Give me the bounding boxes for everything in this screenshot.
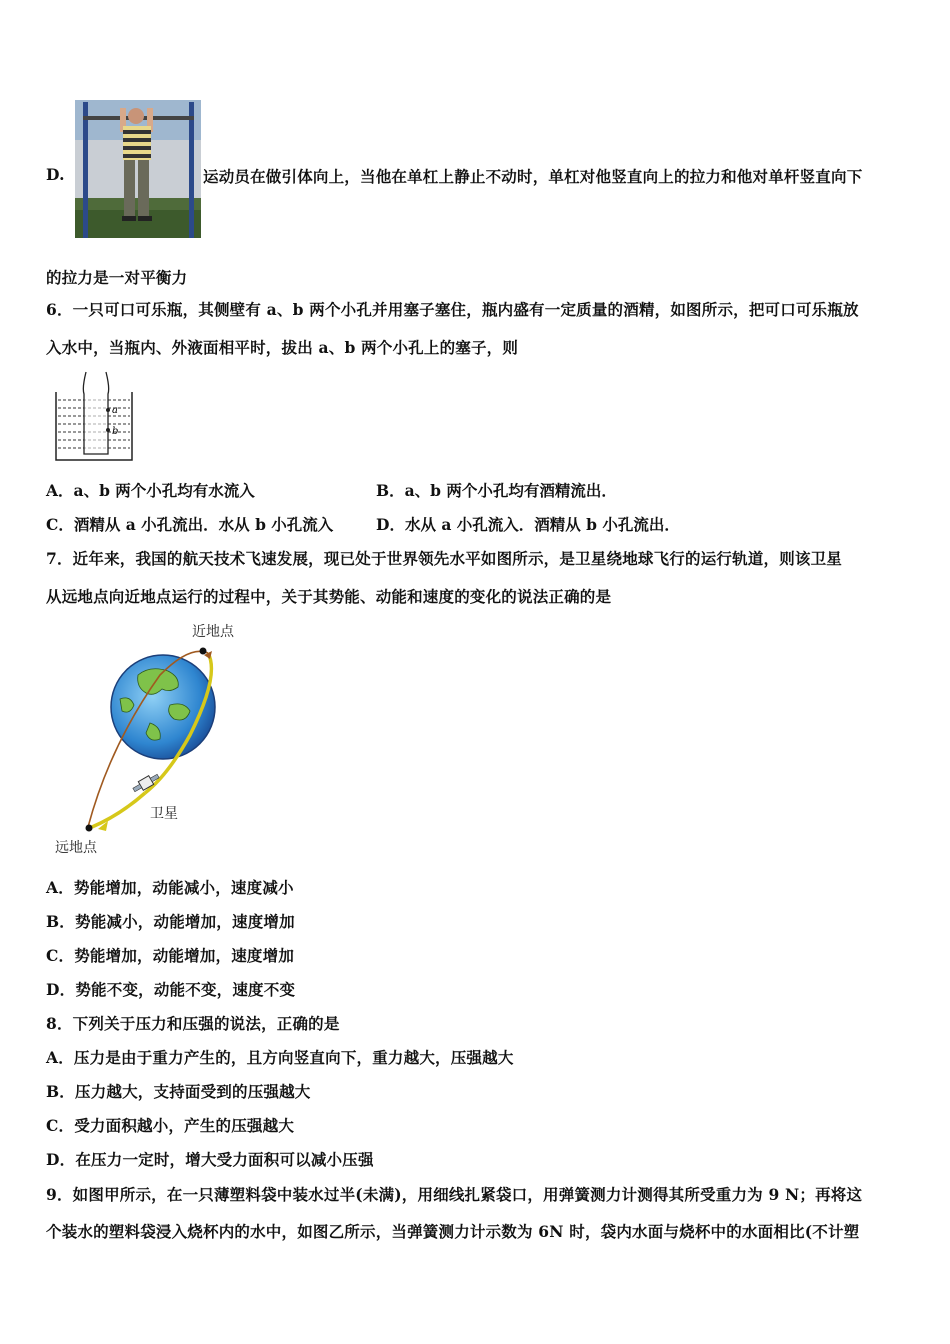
hole-b-label: b — [112, 426, 119, 437]
q6-option-a[interactable]: A．a、b 两个小孔均有水流入 — [46, 481, 255, 500]
q7-option-c[interactable]: C．势能增加，动能增加，速度增加 — [46, 946, 295, 965]
q8-option-d[interactable]: D．在压力一定时，增大受力面积可以减小压强 — [46, 1150, 374, 1169]
q8-option-b[interactable]: B．压力越大，支持面受到的压强越大 — [46, 1082, 311, 1101]
perigee-label: 近地点 — [192, 624, 234, 640]
q7-option-a[interactable]: A．势能增加，动能减小，速度减小 — [46, 878, 294, 897]
q6-option-d[interactable]: D．水从 a 小孔流入．酒精从 b 小孔流出． — [376, 515, 680, 534]
q6-option-b[interactable]: B．a、b 两个小孔均有酒精流出． — [376, 481, 617, 500]
satellite-orbit-figure — [50, 615, 250, 860]
apogee-label: 远地点 — [55, 840, 97, 856]
q7-stem-line1: 7．近年来，我国的航天技术飞速发展，现已处于世界领先水平如图所示，是卫星绕地球飞行的运行轨道，则该卫星 — [46, 549, 842, 568]
q8-option-c[interactable]: C．受力面积越小，产生的压强越大 — [46, 1116, 295, 1135]
q5-option-d-label: D. — [46, 165, 65, 184]
satellite-label: 卫星 — [150, 806, 178, 822]
pull-up-photo — [75, 100, 201, 238]
q6-stem-line1: 6．一只可口可乐瓶，其侧壁有 a、b 两个小孔并用塞子塞住，瓶内盛有一定质量的酒精，如图所示，把可口可乐瓶放 — [46, 300, 859, 319]
q9-stem-line2: 个装水的塑料袋浸入烧杯内的水中，如图乙所示，当弹簧测力计示数为 6N 时，袋内水面与烧杯中的水面相比(不计塑 — [46, 1222, 860, 1241]
q8-stem: 8．下列关于压力和压强的说法，正确的是 — [46, 1014, 340, 1033]
q7-option-b[interactable]: B．势能减小，动能增加，速度增加 — [46, 912, 295, 931]
q8-option-a[interactable]: A．压力是由于重力产生的，且方向竖直向下，重力越大，压强越大 — [46, 1048, 514, 1067]
q7-option-d[interactable]: D．势能不变，动能不变，速度不变 — [46, 980, 296, 999]
q5-option-d-text-cont: 的拉力是一对平衡力 — [46, 268, 188, 287]
bottle-in-water-figure — [54, 370, 134, 462]
q6-option-c[interactable]: C．酒精从 a 小孔流出．水从 b 小孔流入 — [46, 515, 334, 534]
q9-stem-line1: 9．如图甲所示，在一只薄塑料袋中装水过半(未满)，用细线扎紧袋口，用弹簧测力计测得其所受重力为 9 N；再将这 — [46, 1185, 863, 1204]
hole-a-label: a — [112, 405, 118, 416]
q6-stem-line2: 入水中，当瓶内、外液面相平时，拔出 a、b 两个小孔上的塞子，则 — [46, 338, 519, 357]
q7-stem-line2: 从远地点向近地点运行的过程中，关于其势能、动能和速度的变化的说法正确的是 — [46, 587, 612, 606]
q5-option-d-text: 运动员在做引体向上，当他在单杠上静止不动时，单杠对他竖直向上的拉力和他对单杆竖直向下 — [203, 167, 863, 186]
